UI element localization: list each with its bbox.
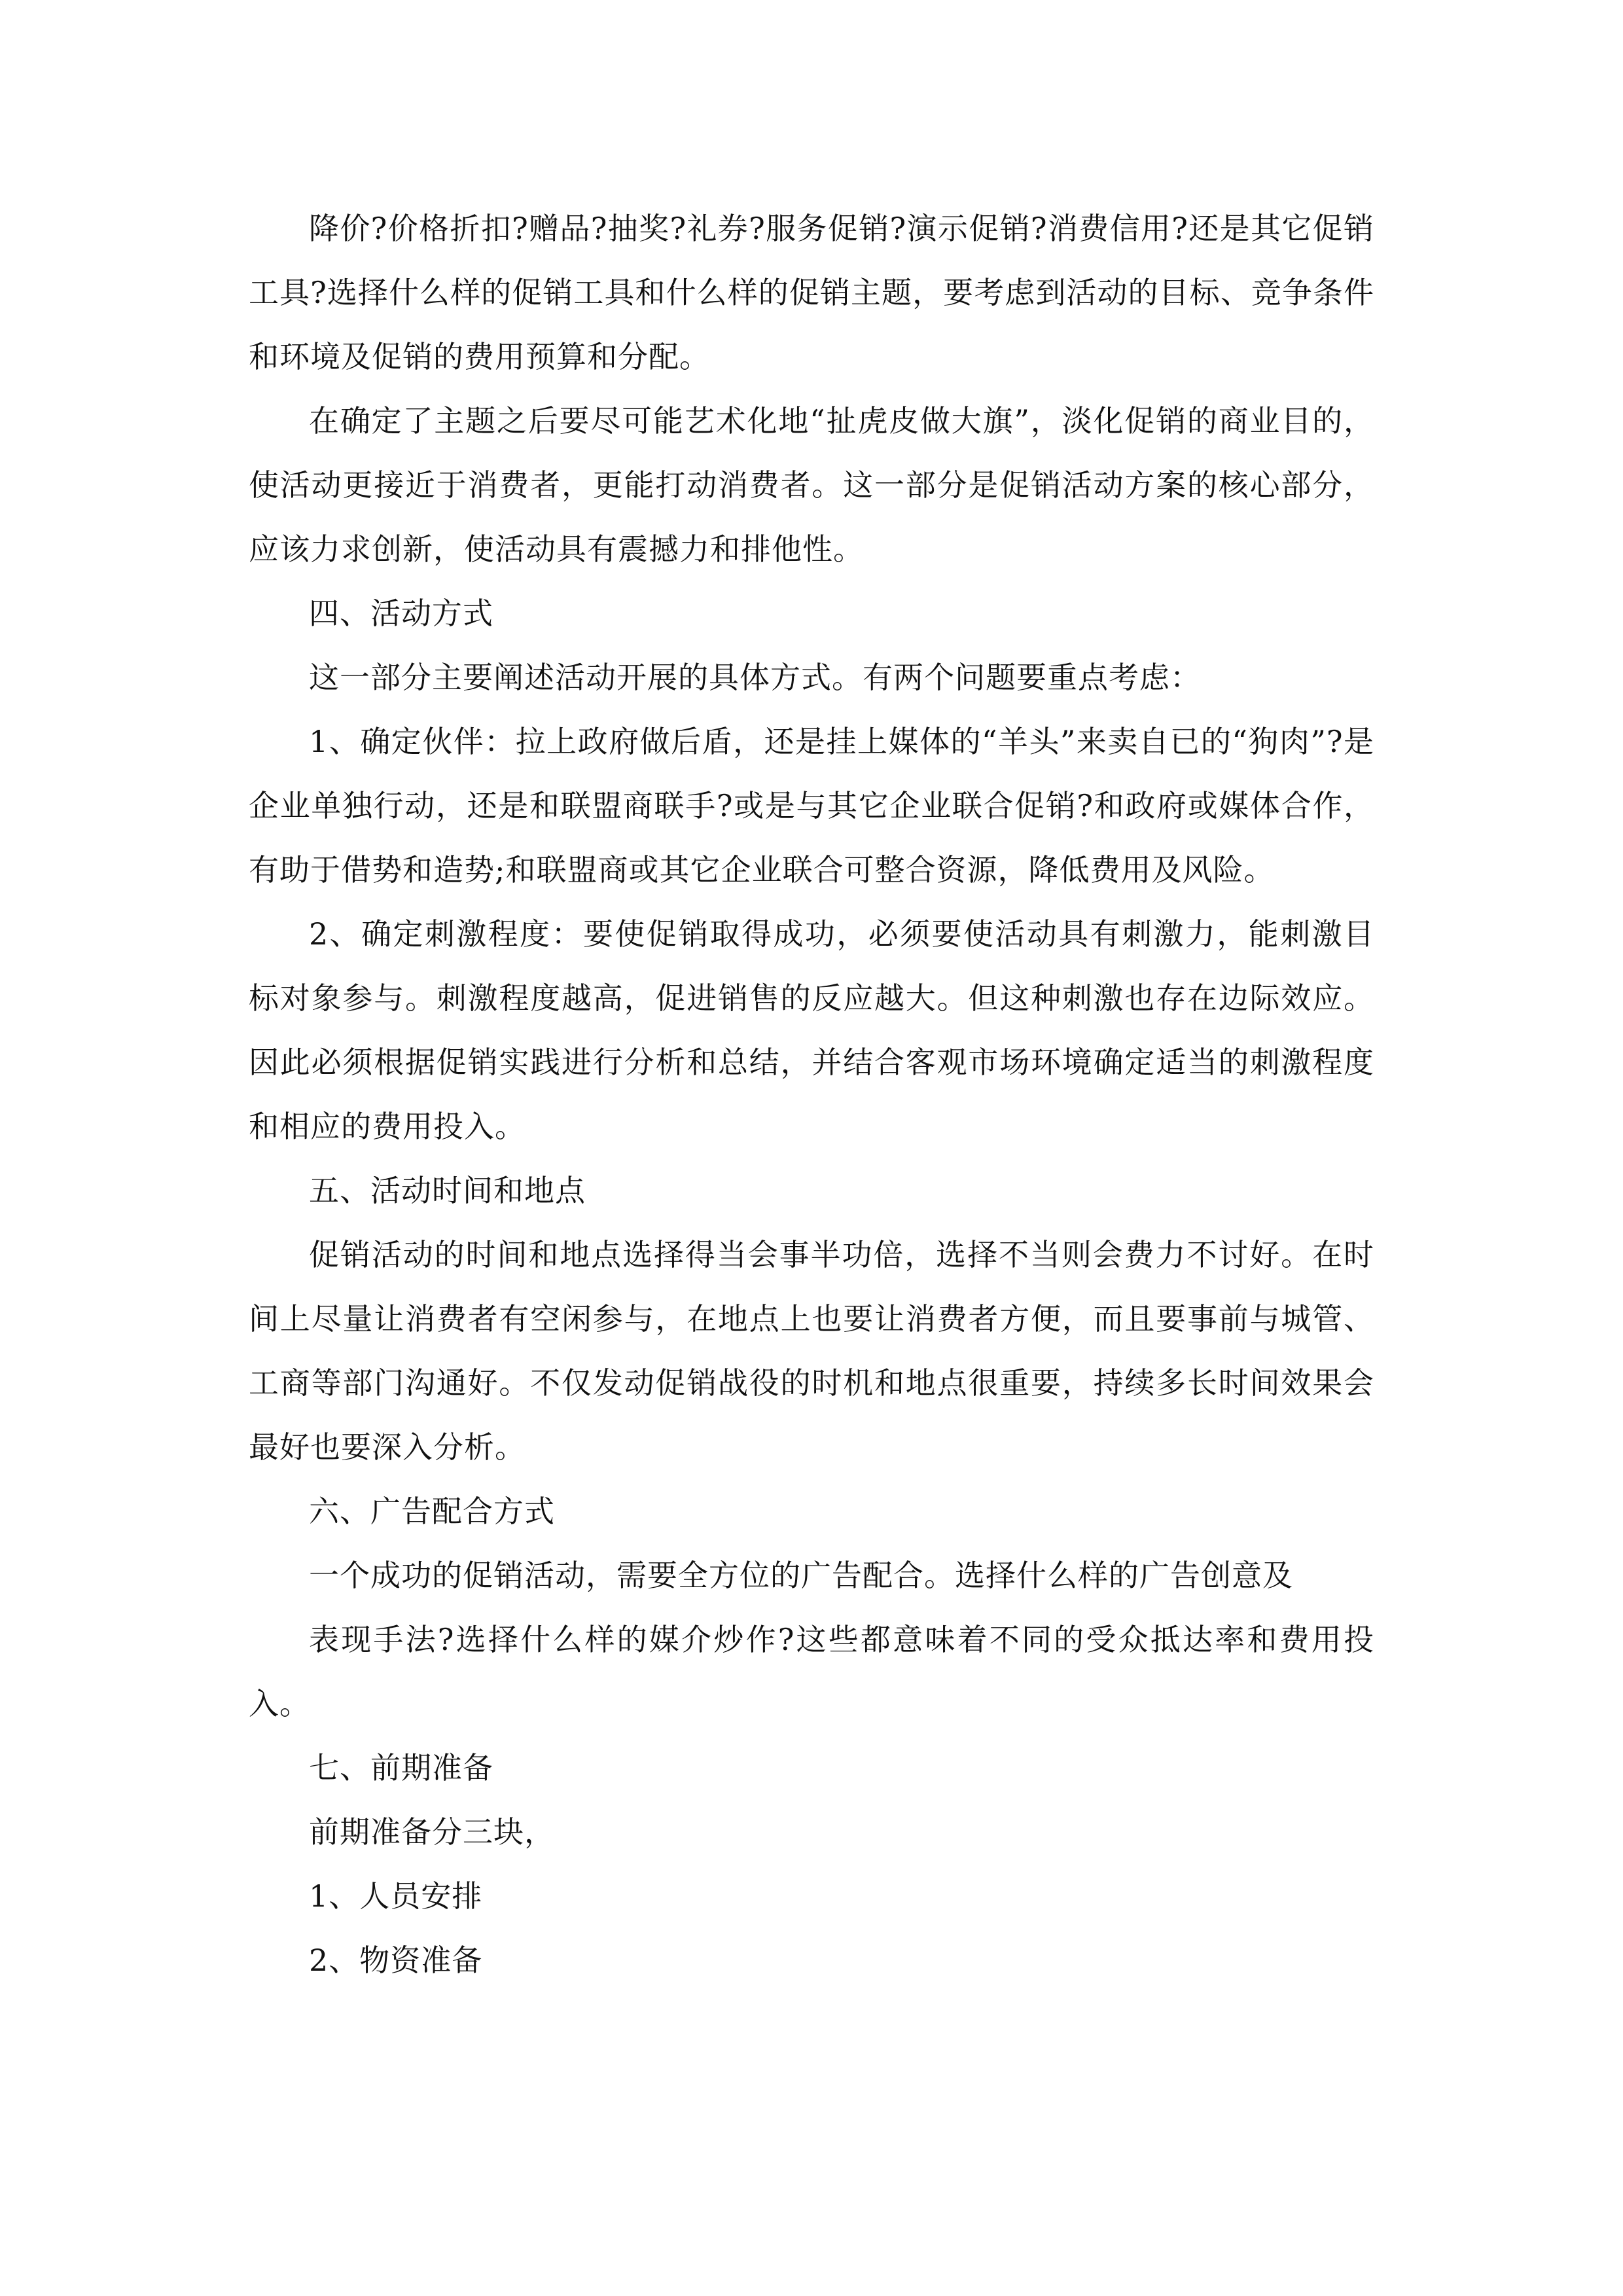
paragraph-time-location: 促销活动的时间和地点选择得当会事半功倍，选择不当则会费力不讨好。在时间上尽量让消费者有空闲参与，在地点上也要让消费者方便，而且要事前与城管、工商等部门沟通好。不仅发动促销战役的时机和地点很重要，持续多长时间效果会最好也要深入分析。 xyxy=(249,1237,1374,1465)
list-item-staffing: 1、人员安排 xyxy=(309,1878,483,1914)
paragraph-partners: 1、确定伙伴：拉上政府做后盾，还是挂上媒体的“羊头”来卖自已的“狗肉”?是企业单独行动，还是和联盟商联手?或是与其它企业联合促销?和政府或媒体合作，有助于借势和造势;和联盟商或其它企业联合可整合资源，降低费用及风险。 xyxy=(249,724,1374,888)
heading-activity-method: 四、活动方式 xyxy=(309,596,493,631)
paragraph-advertising-1: 一个成功的促销活动，需要全方位的广告配合。选择什么样的广告创意及 xyxy=(309,1558,1293,1593)
paragraph-promotion-tools: 降价?价格折扣?赠品?抽奖?礼券?服务促销?演示促销?消费信用?还是其它促销工具?选择什么样的促销工具和什么样的促销主题，要考虑到活动的目标、竞争条件和环境及促销的费用预算和分配。 xyxy=(249,211,1374,374)
paragraph-theme-artistry: 在确定了主题之后要尽可能艺术化地“扯虎皮做大旗”，淡化促销的商业目的，使活动更接近于消费者，更能打动消费者。这一部分是促销活动方案的核心部分，应该力求创新，使活动具有震撼力和排他性。 xyxy=(249,403,1374,567)
paragraph-method-intro: 这一部分主要阐述活动开展的具体方式。有两个问题要重点考虑： xyxy=(309,660,1201,695)
paragraph-stimulus-level: 2、确定刺激程度：要使促销取得成功，必须要使活动具有刺激力，能刺激目标对象参与。刺激程度越高，促进销售的反应越大。但这种刺激也存在边际效应。因此必须根据促销实践进行分析和总结，并结合客观市场环境确定适当的刺激程度和相应的费用投入。 xyxy=(249,916,1374,1144)
list-item-materials: 2、物资准备 xyxy=(309,1943,483,1978)
heading-preparation: 七、前期准备 xyxy=(309,1750,493,1785)
paragraph-preparation-intro: 前期准备分三块， xyxy=(309,1814,555,1850)
heading-advertising: 六、广告配合方式 xyxy=(309,1494,555,1529)
document-page xyxy=(249,196,1374,1992)
paragraph-advertising-2: 表现手法?选择什么样的媒介炒作?这些都意味着不同的受众抵达率和费用投入。 xyxy=(249,1622,1374,1721)
heading-time-location: 五、活动时间和地点 xyxy=(309,1173,586,1208)
